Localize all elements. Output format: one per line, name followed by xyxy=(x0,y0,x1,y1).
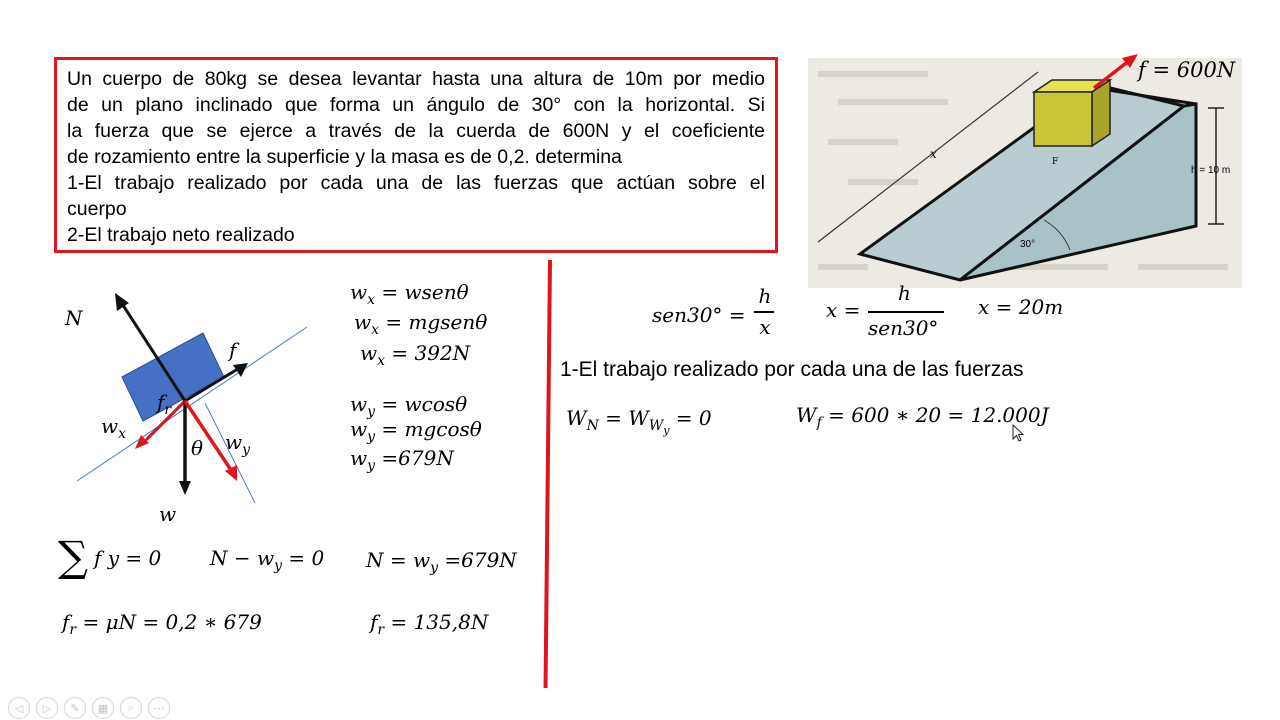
more-options-icon[interactable]: ⋯ xyxy=(148,697,170,719)
free-body-diagram xyxy=(55,285,335,530)
angle-label: 30° xyxy=(1020,239,1036,250)
eq-x-lhs: x = xyxy=(826,298,861,322)
problem-line: 1-El trabajo realizado por cada una de las fuerzas que actúan sobre el xyxy=(67,172,765,194)
wy-label: $w_y$ xyxy=(225,430,251,458)
previous-icon[interactable]: ◁ xyxy=(8,697,30,719)
pen-icon[interactable]: ✎ xyxy=(64,697,86,719)
frac-h-2: h xyxy=(898,281,911,305)
problem-line: 2-El trabajo neto realizado xyxy=(67,224,295,246)
problem-line: de un plano inclinado que forma un ángulo de 30° con la horizontal. Si xyxy=(67,94,765,116)
hyp-label: x xyxy=(930,147,937,161)
eq-friction-value: $f_r = 135,8N$ xyxy=(370,610,489,638)
eq-wx-2: $w_x$ = mgsenθ xyxy=(354,310,488,338)
eq-work-normal: $W_N = W_{W_y} = 0$ xyxy=(566,406,712,437)
eq-n-minus-wy: $N - w_y = 0$ xyxy=(210,546,325,574)
slides-grid-icon[interactable]: ▦ xyxy=(92,697,114,719)
eq-sum-fy: f y = 0 xyxy=(94,546,162,570)
presentation-toolbar xyxy=(8,697,170,719)
problem-line: la fuerza que se ejerce a través de la cuerda de 600N y el coeficiente xyxy=(67,120,765,142)
normal-force-label: N xyxy=(65,306,83,330)
eq-wy-2: $w_y = mgcos\theta$ xyxy=(350,417,482,445)
block-label: F xyxy=(1052,157,1059,167)
eq-wy-3: $w_y =679N$ xyxy=(350,446,454,474)
eq-friction: $f_r = \mu N = 0,2$ ∗ 679 xyxy=(62,610,262,638)
next-icon[interactable]: ▷ xyxy=(36,697,58,719)
frac-den: sen30° xyxy=(868,316,939,340)
force-label: f = 600N xyxy=(1138,58,1236,82)
applied-force-label: f xyxy=(229,338,237,362)
friction-label: $f_r$ xyxy=(157,390,172,418)
eq-sen30-lhs: sen30° = xyxy=(652,303,746,327)
eq-wx-1: $w_x$ = wsenθ xyxy=(350,280,469,308)
inclined-plane-figure xyxy=(808,52,1242,288)
eq-wx-3: $w_x = 392N$ xyxy=(360,341,471,369)
zoom-icon[interactable]: ⌕ xyxy=(120,697,142,719)
frac-h: h xyxy=(758,284,772,308)
sum-symbol: ∑ xyxy=(58,532,88,581)
eq-wy-1: $w_y = wcos\theta$ xyxy=(350,392,468,420)
eq-work-force: $W_f = 600$ ∗ 20 = 12.000J xyxy=(796,403,1049,431)
problem-line: Un cuerpo de 80kg se desea levantar hasta una altura de 10m por medio xyxy=(67,68,765,90)
frac-x: x xyxy=(759,315,771,339)
problem-line: cuerpo xyxy=(67,198,127,220)
wx-label: $w_x$ xyxy=(101,414,127,442)
mouse-cursor-icon xyxy=(1012,424,1026,444)
problem-statement-box xyxy=(54,57,778,253)
red-divider xyxy=(544,260,552,688)
fraction-bar-2 xyxy=(868,311,944,313)
eq-n-equals-wy: $N = w_y =679N$ xyxy=(366,548,517,576)
problem-line: de rozamiento entre la superficie y la masa es de 0,2. determina xyxy=(67,146,622,168)
theta-label: θ xyxy=(191,436,204,460)
eq-x-value: x = 20m xyxy=(978,295,1064,319)
height-label: h = 10 m xyxy=(1191,165,1231,176)
section-heading: 1-El trabajo realizado por cada una de las fuerzas xyxy=(560,358,1024,381)
fraction-bar xyxy=(754,311,774,313)
weight-label: w xyxy=(159,502,177,526)
